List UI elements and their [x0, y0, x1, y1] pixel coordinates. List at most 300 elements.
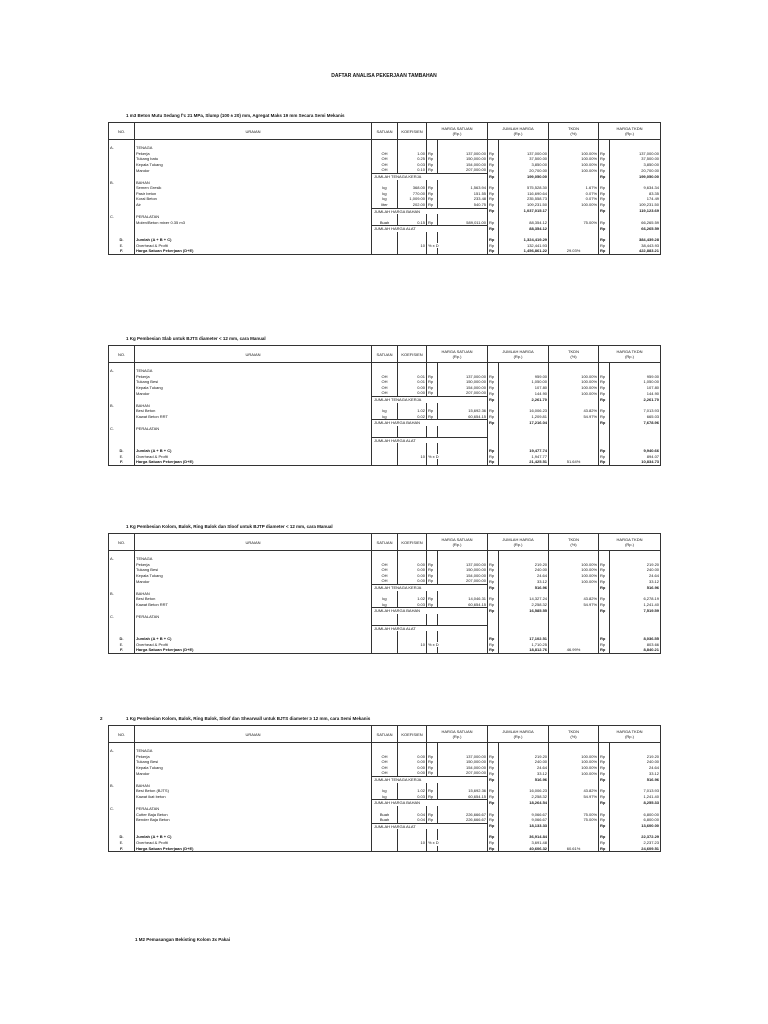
- currency-label: Rp: [599, 602, 610, 608]
- item-harga-tkdn: 107.80: [610, 385, 661, 391]
- section-title: 1 Kg Pembesian Slab untuk BJTS diameter < 12 mm, cara Manual: [126, 336, 266, 341]
- header-harga-tkdn: HARGA TKDN (Rp.): [599, 726, 661, 743]
- header-uraian: URAIAN: [135, 123, 372, 140]
- subtotal-label: JUMLAH TENAGA KERJA: [372, 776, 488, 782]
- summary-label: Harga Satuan Pekerjaan (D+E): [135, 248, 372, 254]
- currency-label: Rp: [599, 390, 610, 396]
- header-tkdn: TKDN (%): [549, 726, 599, 743]
- item-name: Tukang Besi: [135, 567, 372, 573]
- item-coefficient: 0.00: [398, 390, 427, 396]
- summary-code: D.: [109, 834, 135, 840]
- item-harga-tkdn: 174.49: [610, 196, 661, 202]
- item-name: Pekerja: [135, 562, 372, 568]
- item-total: 959.00: [499, 374, 549, 380]
- item-name: Mandor: [135, 390, 372, 396]
- item-unit-price: 137,000.00: [438, 151, 488, 157]
- subtotal-label: JUMLAH HARGA BAHAN: [372, 608, 488, 614]
- item-harga-tkdn: 66,265.59: [610, 220, 661, 226]
- currency-label: Rp: [599, 454, 610, 460]
- currency-label: Rp: [427, 167, 438, 173]
- item-coefficient: 0.00: [398, 385, 427, 391]
- empty-cell: [398, 248, 427, 254]
- item-tkdn: 54.97%: [549, 602, 599, 608]
- header-koefisien: KOEFISIEN: [398, 346, 427, 363]
- currency-label: Rp: [427, 202, 438, 208]
- item-unit-price: 226,666.67: [438, 812, 488, 818]
- summary-total: 36,914.84: [499, 834, 549, 840]
- currency-label: Rp: [488, 823, 499, 829]
- item-name: Tukang Besi: [135, 759, 372, 765]
- item-tkdn: 43.82%: [549, 788, 599, 794]
- empty-cell: [427, 459, 438, 465]
- summary-harga-tkdn: 38,443.93: [610, 243, 661, 249]
- item-tkdn: 43.82%: [549, 596, 599, 602]
- item-name: Kawat Beton RRT: [135, 414, 372, 420]
- item-total: 3,850.00: [499, 162, 549, 168]
- currency-label: Rp: [488, 642, 499, 648]
- currency-label: Rp: [599, 420, 610, 426]
- overhead-unit: % x D: [427, 454, 488, 460]
- subtotal-total: 18,264.54: [499, 800, 549, 806]
- summary-row-f: [109, 846, 661, 852]
- summary-label: Jumlah (A + B + C): [135, 448, 372, 454]
- item-tkdn: 0.07%: [549, 196, 599, 202]
- item-harga-tkdn: 1,050.00: [610, 379, 661, 385]
- item-coefficient: 0.04: [398, 817, 427, 823]
- currency-label: Rp: [427, 788, 438, 794]
- item-tkdn: 0.07%: [549, 191, 599, 197]
- currency-label: Rp: [427, 379, 438, 385]
- currency-label: Rp: [599, 608, 610, 614]
- item-unit-price: 207,000.00: [438, 167, 488, 173]
- item-unit-price: 154,000.00: [438, 385, 488, 391]
- item-total: 37,500.00: [499, 156, 549, 162]
- subtotal-harga-tkdn: 199,050.00: [610, 173, 661, 179]
- item-unit: OH: [372, 567, 398, 573]
- group-name: PERALATAN: [135, 214, 372, 220]
- item-tkdn: 100.00%: [549, 162, 599, 168]
- summary-harga-tkdn: 422,883.21: [610, 248, 661, 254]
- currency-label: Rp: [599, 414, 610, 420]
- group-code: B.: [109, 403, 135, 409]
- subtotal-harga-tkdn: 66,265.59: [610, 226, 661, 232]
- group-name: TENAGA: [135, 748, 372, 754]
- item-name: Kepala Tukang: [135, 162, 372, 168]
- item-total: 33.12: [499, 578, 549, 584]
- item-tkdn: 100.00%: [549, 759, 599, 765]
- currency-label: Rp: [488, 390, 499, 396]
- summary-tkdn: 60.61%: [549, 846, 599, 852]
- table-header-row: [109, 534, 661, 551]
- summary-code: E.: [109, 642, 135, 648]
- item-coefficient: 0.00: [398, 759, 427, 765]
- item-name: Tukang Besi: [135, 379, 372, 385]
- currency-label: Rp: [488, 396, 499, 402]
- table-header-row: [109, 346, 661, 363]
- item-unit: OH: [372, 151, 398, 157]
- item-unit-price: 589,011.00: [438, 220, 488, 226]
- currency-label: Rp: [599, 226, 610, 232]
- item-unit: kg: [372, 196, 398, 202]
- currency-label: Rp: [488, 226, 499, 232]
- currency-label: Rp: [488, 573, 499, 579]
- section-heading: [100, 716, 371, 721]
- item-name: Molen/Beton mixer 0.35 m3: [135, 220, 372, 226]
- summary-label: Harga Satuan Pekerjaan (D+E): [135, 459, 372, 465]
- currency-label: Rp: [488, 765, 499, 771]
- currency-label: Rp: [488, 185, 499, 191]
- summary-tkdn: 46.99%: [549, 647, 599, 653]
- item-unit: OH: [372, 167, 398, 173]
- item-total: 2,258.32: [499, 794, 549, 800]
- summary-total: 17,102.51: [499, 636, 549, 642]
- summary-total: 21,425.51: [499, 459, 549, 465]
- subtotal-harga-tkdn: 516.96: [610, 584, 661, 590]
- item-unit: OH: [372, 390, 398, 396]
- item-harga-tkdn: 7,013.93: [610, 408, 661, 414]
- item-total: 107.80: [499, 385, 549, 391]
- header-jumlah-harga: JUMLAH HARGA (Rp.): [488, 534, 549, 551]
- item-unit-price: 137,000.00: [438, 374, 488, 380]
- currency-label: Rp: [488, 788, 499, 794]
- header-koefisien: KOEFISIEN: [398, 123, 427, 140]
- item-unit-price: 137,000.00: [438, 754, 488, 760]
- currency-label: Rp: [488, 817, 499, 823]
- item-name: Kepala Tukang: [135, 385, 372, 391]
- item-unit-price: 150,000.00: [438, 156, 488, 162]
- item-tkdn: 100.00%: [549, 573, 599, 579]
- currency-label: Rp: [488, 794, 499, 800]
- item-coefficient: 0.03: [398, 162, 427, 168]
- summary-code: E.: [109, 840, 135, 846]
- currency-label: Rp: [427, 770, 438, 776]
- summary-label: Overhead & Profit: [135, 840, 372, 846]
- header-no: NO.: [109, 726, 135, 743]
- item-name: Besi Beton: [135, 408, 372, 414]
- item-total: 24.64: [499, 765, 549, 771]
- currency-label: Rp: [427, 759, 438, 765]
- item-coefficient: 0.00: [398, 770, 427, 776]
- summary-harga-tkdn: 10,834.73: [610, 459, 661, 465]
- currency-label: Rp: [599, 208, 610, 214]
- analysis-table: [108, 533, 661, 654]
- subtotal-label: JUMLAH HARGA ALAT: [372, 226, 488, 232]
- currency-label: Rp: [488, 237, 499, 243]
- document-title: DAFTAR ANALISA PEKERJAAN TAMBAHAN: [331, 73, 437, 79]
- currency-label: Rp: [599, 396, 610, 402]
- currency-label: Rp: [599, 185, 610, 191]
- item-total: 9,066.67: [499, 817, 549, 823]
- item-total: 235,558.73: [499, 196, 549, 202]
- currency-label: Rp: [488, 420, 499, 426]
- group-code: A.: [109, 145, 135, 151]
- summary-harga-tkdn: 384,439.28: [610, 237, 661, 243]
- item-total: 116,690.64: [499, 191, 549, 197]
- subtotal-total: 18,133.33: [499, 823, 549, 829]
- item-unit: kg: [372, 794, 398, 800]
- currency-label: Rp: [599, 642, 610, 648]
- analysis-table: [108, 345, 661, 466]
- item-tkdn: 100.00%: [549, 754, 599, 760]
- item-coefficient: 0.10: [398, 167, 427, 173]
- group-code: A.: [109, 368, 135, 374]
- currency-label: Rp: [488, 220, 499, 226]
- item-unit-price: 233.48: [438, 196, 488, 202]
- group-name: TENAGA: [135, 556, 372, 562]
- item-coefficient: 0.03: [398, 794, 427, 800]
- overhead-unit: % x D: [427, 840, 488, 846]
- subtotal-total: 88,354.12: [499, 226, 549, 232]
- item-harga-tkdn: 3,850.00: [610, 162, 661, 168]
- currency-label: Rp: [488, 846, 499, 852]
- currency-label: Rp: [488, 385, 499, 391]
- currency-label: Rp: [599, 196, 610, 202]
- item-tkdn: 100.00%: [549, 374, 599, 380]
- item-unit: OH: [372, 573, 398, 579]
- item-coefficient: 0.15: [398, 220, 427, 226]
- group-name: BAHAN: [135, 591, 372, 597]
- analysis-section: [100, 716, 660, 852]
- currency-label: Rp: [488, 379, 499, 385]
- currency-label: Rp: [599, 173, 610, 179]
- group-name: PERALATAN: [135, 614, 372, 620]
- subtotal-label: JUMLAH HARGA ALAT: [372, 625, 488, 631]
- currency-label: Rp: [427, 185, 438, 191]
- section-title: 1 m3 Beton Mutu Sedang f'c 21 MPa, Slump (100 ± 20) mm, Agregat Maks 19 mm Secara Semi Mekanis: [126, 113, 345, 118]
- currency-label: Rp: [427, 162, 438, 168]
- item-harga-tkdn: 20,700.00: [610, 167, 661, 173]
- currency-label: Rp: [427, 562, 438, 568]
- summary-total: 19,477.74: [499, 448, 549, 454]
- item-coefficient: 1,009.00: [398, 196, 427, 202]
- item-coefficient: 0.01: [398, 374, 427, 380]
- item-unit: OH: [372, 374, 398, 380]
- currency-label: Rp: [488, 408, 499, 414]
- summary-code: D.: [109, 636, 135, 642]
- overhead-percent: 10: [398, 454, 427, 460]
- currency-label: Rp: [599, 151, 610, 157]
- item-name: Kawat Beton RRT: [135, 602, 372, 608]
- currency-label: Rp: [599, 794, 610, 800]
- currency-label: Rp: [427, 385, 438, 391]
- header-tkdn: TKDN (%): [549, 346, 599, 363]
- item-name: Mandor: [135, 167, 372, 173]
- item-unit: Buah: [372, 812, 398, 818]
- item-coefficient: 0.00: [398, 765, 427, 771]
- subtotal-total: 1,037,015.17: [499, 208, 549, 214]
- summary-total: 1,324,419.29: [499, 237, 549, 243]
- item-tkdn: 100.00%: [549, 202, 599, 208]
- overhead-unit: % x D: [427, 642, 488, 648]
- item-tkdn: 54.97%: [549, 414, 599, 420]
- item-harga-tkdn: 83.35: [610, 191, 661, 197]
- currency-label: Rp: [599, 220, 610, 226]
- subtotal-label: JUMLAH HARGA ALAT: [372, 437, 488, 443]
- header-satuan: SATUAN: [372, 726, 398, 743]
- empty-cell: [427, 248, 438, 254]
- item-coefficient: 1.00: [398, 151, 427, 157]
- item-total: 575,528.30: [499, 185, 549, 191]
- item-unit-price: 60,654.15: [438, 414, 488, 420]
- item-unit-price: 60,654.15: [438, 602, 488, 608]
- item-unit-price: 154,000.00: [438, 573, 488, 579]
- empty-cell: [438, 248, 488, 254]
- summary-label: Harga Satuan Pekerjaan (D+E): [135, 647, 372, 653]
- item-name: Besi Beton (BJTS): [135, 788, 372, 794]
- currency-label: Rp: [599, 167, 610, 173]
- item-unit-price: 154,000.00: [438, 162, 488, 168]
- summary-label: Jumlah (A + B + C): [135, 237, 372, 243]
- empty-cell: [372, 459, 398, 465]
- item-unit-price: 137,000.00: [438, 562, 488, 568]
- currency-label: Rp: [599, 800, 610, 806]
- empty-cell: [438, 846, 488, 852]
- header-harga-satuan: HARGA SATUAN (Rp.): [427, 123, 488, 140]
- table-header-row: [109, 726, 661, 743]
- subtotal-harga-tkdn: 516.96: [610, 776, 661, 782]
- item-harga-tkdn: 137,000.00: [610, 151, 661, 157]
- item-harga-tkdn: 33.12: [610, 578, 661, 584]
- item-harga-tkdn: 109,231.50: [610, 202, 661, 208]
- group-name: TENAGA: [135, 368, 372, 374]
- item-total: 219.20: [499, 562, 549, 568]
- item-name: Air: [135, 202, 372, 208]
- item-unit-price: 207,000.00: [438, 390, 488, 396]
- item-total: 2,258.32: [499, 602, 549, 608]
- currency-label: Rp: [427, 578, 438, 584]
- currency-label: Rp: [599, 788, 610, 794]
- header-uraian: URAIAN: [135, 534, 372, 551]
- group-code: C.: [109, 214, 135, 220]
- item-unit-price: 151.55: [438, 191, 488, 197]
- empty-cell: [427, 647, 438, 653]
- summary-label: Jumlah (A + B + C): [135, 636, 372, 642]
- summary-row-f: [109, 647, 661, 653]
- item-harga-tkdn: 1,241.40: [610, 602, 661, 608]
- summary-label: Jumlah (A + B + C): [135, 834, 372, 840]
- item-harga-tkdn: 24.64: [610, 573, 661, 579]
- subtotal-label: JUMLAH HARGA ALAT: [372, 823, 488, 829]
- currency-label: Rp: [599, 459, 610, 465]
- header-tkdn: TKDN (%): [549, 123, 599, 140]
- group-code: C.: [109, 426, 135, 432]
- summary-total: 1,947.77: [499, 454, 549, 460]
- next-section-heading: 1 M2 Pemasangan Bekisting Kolom 3x Pakai: [135, 937, 231, 942]
- currency-label: Rp: [599, 379, 610, 385]
- empty-cell: [438, 459, 488, 465]
- currency-label: Rp: [427, 196, 438, 202]
- currency-label: Rp: [599, 846, 610, 852]
- item-tkdn: 75.00%: [549, 812, 599, 818]
- header-harga-satuan: HARGA SATUAN (Rp.): [427, 346, 488, 363]
- summary-total: 18,812.76: [499, 647, 549, 653]
- item-name: Pekerja: [135, 374, 372, 380]
- section-heading: [126, 524, 333, 529]
- item-tkdn: 100.00%: [549, 390, 599, 396]
- subtotal-harga-tkdn: 7,519.59: [610, 608, 661, 614]
- currency-label: Rp: [427, 765, 438, 771]
- item-unit-price: 60,654.15: [438, 794, 488, 800]
- header-koefisien: KOEFISIEN: [398, 726, 427, 743]
- subtotal-label: JUMLAH TENAGA KERJA: [372, 396, 488, 402]
- header-uraian: URAIAN: [135, 726, 372, 743]
- currency-label: Rp: [427, 573, 438, 579]
- item-coefficient: 1.02: [398, 596, 427, 602]
- summary-code: E.: [109, 243, 135, 249]
- overhead-percent: 10: [398, 642, 427, 648]
- item-tkdn: 100.00%: [549, 765, 599, 771]
- currency-label: Rp: [599, 840, 610, 846]
- item-total: 109,231.50: [499, 202, 549, 208]
- group-code: A.: [109, 748, 135, 754]
- currency-label: Rp: [599, 765, 610, 771]
- currency-label: Rp: [599, 823, 610, 829]
- item-name: Bender Baja Beton: [135, 817, 372, 823]
- header-koefisien: KOEFISIEN: [398, 534, 427, 551]
- item-coefficient: 0.04: [398, 812, 427, 818]
- currency-label: Rp: [599, 647, 610, 653]
- currency-label: Rp: [488, 578, 499, 584]
- item-harga-tkdn: 665.03: [610, 414, 661, 420]
- currency-label: Rp: [599, 191, 610, 197]
- summary-code: F.: [109, 846, 135, 852]
- analysis-table: [108, 725, 661, 852]
- currency-label: Rp: [488, 567, 499, 573]
- item-tkdn: 43.82%: [549, 408, 599, 414]
- group-code: B.: [109, 180, 135, 186]
- subtotal-total: 16,585.55: [499, 608, 549, 614]
- currency-label: Rp: [599, 834, 610, 840]
- item-unit-price: 15,692.36: [438, 408, 488, 414]
- header-uraian: URAIAN: [135, 346, 372, 363]
- currency-label: Rp: [599, 237, 610, 243]
- section-heading: [126, 336, 266, 341]
- subtotal-harga-tkdn: 119,123.69: [610, 208, 661, 214]
- currency-label: Rp: [488, 562, 499, 568]
- currency-label: Rp: [488, 759, 499, 765]
- item-total: 14,327.24: [499, 596, 549, 602]
- summary-code: F.: [109, 647, 135, 653]
- item-coefficient: 1.02: [398, 408, 427, 414]
- item-total: 137,000.00: [499, 151, 549, 157]
- header-jumlah-harga: JUMLAH HARGA (Rp.): [488, 346, 549, 363]
- item-total: 24.64: [499, 573, 549, 579]
- currency-label: Rp: [599, 596, 610, 602]
- group-name: PERALATAN: [135, 426, 372, 432]
- summary-harga-tkdn: 2,237.23: [610, 840, 661, 846]
- subtotal-label: JUMLAH HARGA BAHAN: [372, 420, 488, 426]
- item-harga-tkdn: 240.00: [610, 567, 661, 573]
- empty-cell: [372, 846, 398, 852]
- item-name: Pekerja: [135, 754, 372, 760]
- summary-harga-tkdn: 8,840.21: [610, 647, 661, 653]
- currency-label: Rp: [488, 156, 499, 162]
- currency-label: Rp: [599, 408, 610, 414]
- section-title: 1 Kg Pembesian Kolom, Balok, Ring Balok, Sloof dan Shearwall untuk BJTS diameter ≥ 12 mm, cara Semi Mekanis: [126, 716, 371, 721]
- group-name: BAHAN: [135, 403, 372, 409]
- item-unit-price: 207,000.00: [438, 578, 488, 584]
- summary-tkdn: 51.64%: [549, 459, 599, 465]
- item-unit: OH: [372, 759, 398, 765]
- item-name: Pekerja: [135, 151, 372, 157]
- currency-label: Rp: [488, 584, 499, 590]
- currency-label: Rp: [488, 602, 499, 608]
- summary-code: D.: [109, 448, 135, 454]
- currency-label: Rp: [488, 647, 499, 653]
- header-no: NO.: [109, 123, 135, 140]
- currency-label: Rp: [488, 196, 499, 202]
- item-harga-tkdn: 219.20: [610, 562, 661, 568]
